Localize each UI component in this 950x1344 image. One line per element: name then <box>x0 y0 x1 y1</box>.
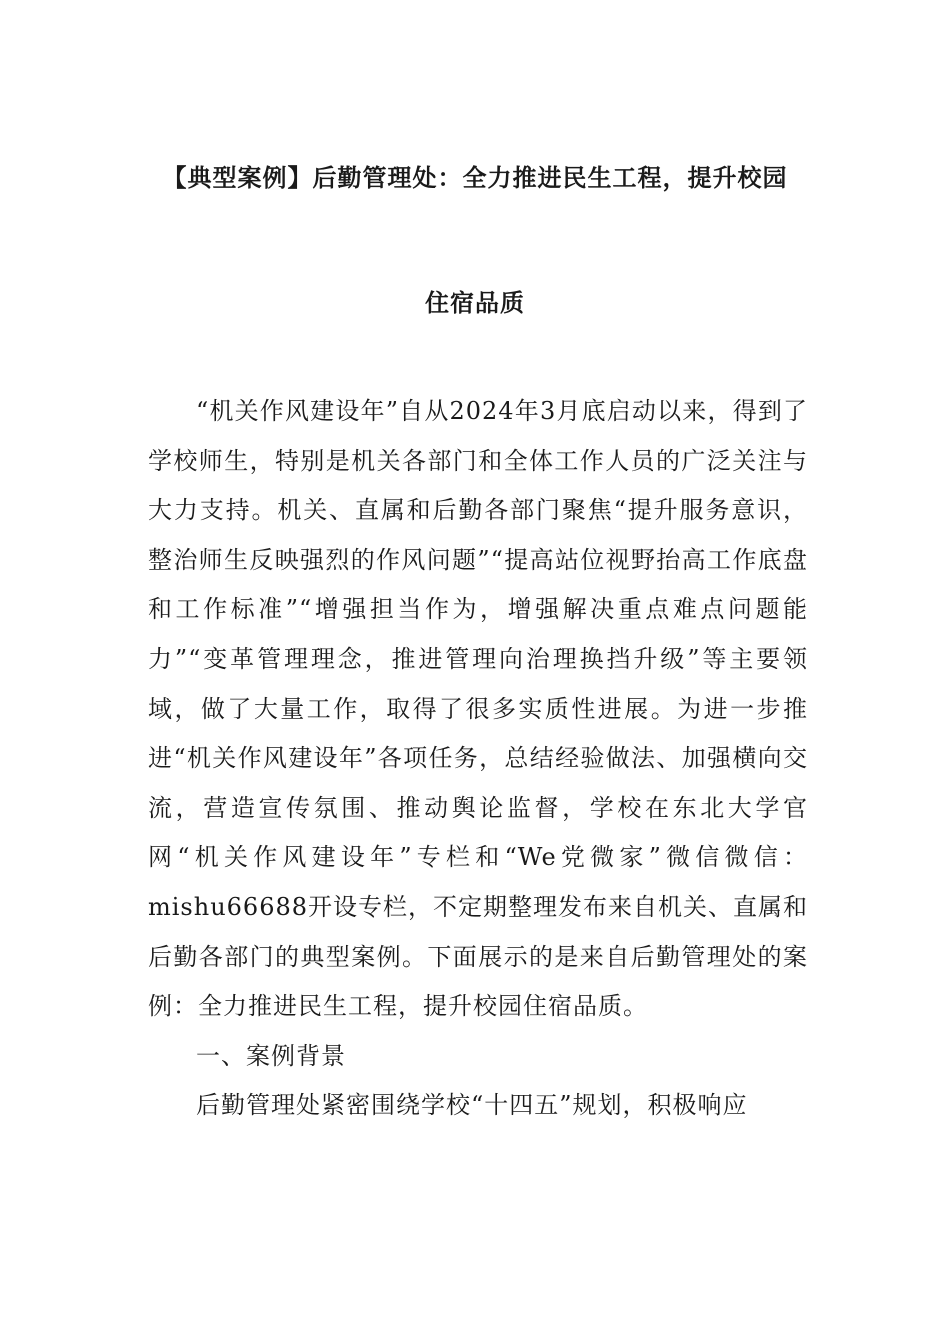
document-title-line-1: 【典型案例】后勤管理处：全力推进民生工程，提升校园 <box>162 164 788 192</box>
document-title-line-2: 住宿品质 <box>425 289 525 317</box>
section-heading-background: 一、案例背景 <box>196 1041 346 1070</box>
document-body <box>148 387 808 1131</box>
background-paragraph: 后勤管理处紧密围绕学校“十四五”规划，积极响应 <box>196 1091 748 1120</box>
intro-paragraph: “机关作风建设年”自从2024年3月底启动以来，得到了学校师生，特别是机关各部门和全体工作人员的广泛关注与大力支持。机关、直属和后勤各部门聚焦“提升服务意识，整治师生反映强烈的作风问题”“提高站位视野抬高工作底盘和工作标准”“增强担当作为，增强解决重点难点问题能力”“变革管理理念，推进管理向治理换挡升级”等主要领域，做了大量工作，取得了很多实质性进展。为进一步推进“机关作风建设年”各项任务，总结经验做法、加强横向交流，营造宣传氛围、推动舆论监督，学校在东北大学官网“机关作风建设年”专栏和“We党微家”微信微信：mishu66688开设专栏，不定期整理发布来自机关、直属和后勤各部门的典型案例。下面展示的是来自后勤管理处的案例：全力推进民生工程，提升校园住宿品质。 <box>148 397 809 1021</box>
